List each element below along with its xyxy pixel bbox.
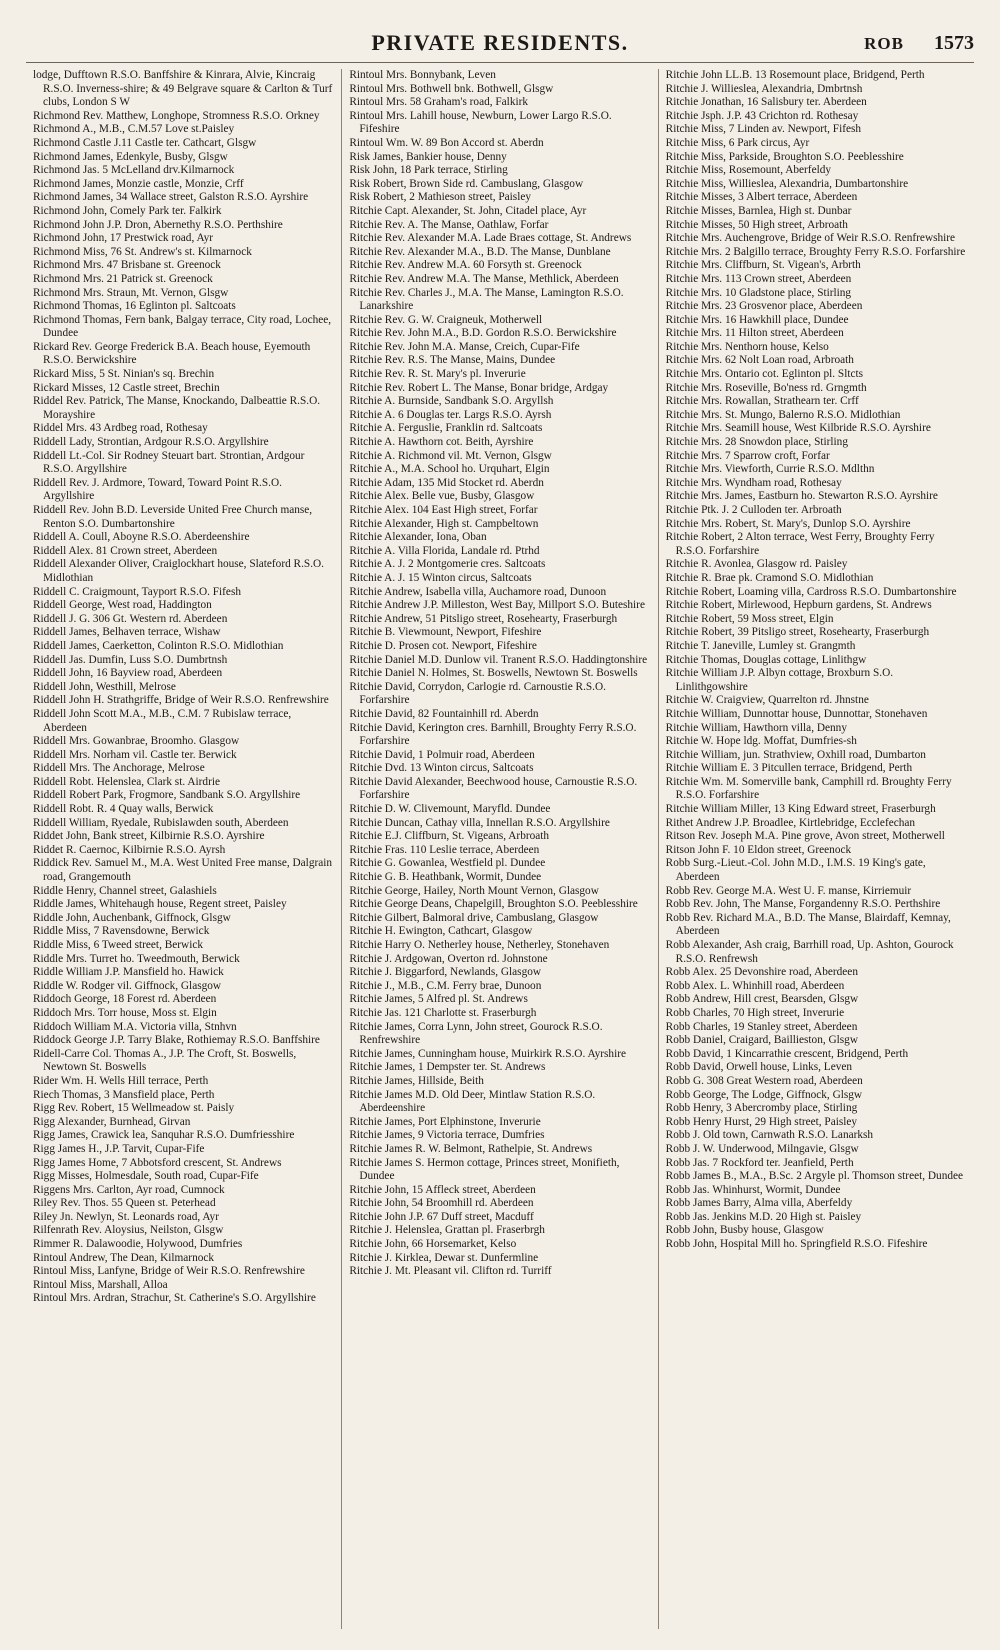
- directory-entry: Ritchie Mrs. Auchengrove, Bridge of Weir R.S.O. Renfrewshire: [665, 232, 956, 245]
- directory-entry: Ritchie John J.P. 67 Duff street, Macduff: [349, 1210, 534, 1223]
- directory-entry: Ritchie James, 5 Alfred pl. St. Andrews: [349, 993, 528, 1006]
- directory-entry: Ritchie G. Gowanlea, Westfield pl. Dundee: [349, 857, 546, 870]
- directory-entry: Ritchie James, Port Elphinstone, Inverurie: [349, 1115, 541, 1128]
- directory-entry: Ritchie Gilbert, Balmoral drive, Cambuslang, Glasgow: [349, 911, 599, 924]
- directory-entry: Ritchie Mrs. Rowallan, Strathearn ter. Crff: [665, 395, 859, 408]
- directory-entry: Riddet John, Bank street, Kilbirnie R.S.O. Ayrshire: [33, 830, 265, 843]
- directory-entry: Risk James, Bankier house, Denny: [349, 150, 507, 163]
- directory-entry: Ritchie Alexander, Iona, Oban: [349, 531, 487, 544]
- directory-entry: Richmond Mrs. 47 Brisbane st. Greenock: [33, 259, 221, 272]
- directory-entry: Ritchie Mrs. 16 Hawkhill place, Dundee: [665, 313, 849, 326]
- directory-entry: Ridell-Carre Col. Thomas A., J.P. The Croft, St. Boswells, Newtown St. Boswells: [33, 1047, 297, 1074]
- directory-entry: Ritchie Robert, 59 Moss street, Elgin: [665, 612, 834, 625]
- directory-entry: Rilfenrath Rev. Aloysius, Neilston, Glsgw: [33, 1224, 224, 1237]
- directory-entry: Rickard Rev. George Frederick B.A. Beach house, Eyemouth R.S.O. Berwickshire: [33, 340, 311, 367]
- directory-entry: Ritchie David, Corrydon, Carlogie rd. Carnoustie R.S.O. Forfarshire: [349, 680, 606, 707]
- directory-entry: Riddell James, Caerketton, Colinton R.S.O. Midlothian: [33, 639, 284, 652]
- directory-entry: Ritchie A. J. 2 Montgomerie cres. Saltcoats: [349, 558, 546, 571]
- column-3: [658, 69, 974, 1629]
- directory-entry: Ritchie Rev. Andrew M.A. The Manse, Methlick, Aberdeen: [349, 272, 619, 285]
- directory-entry: Riddell George, West road, Haddington: [33, 599, 212, 612]
- directory-entry: Richmond Rev. Matthew, Longhope, Stromness R.S.O. Orkney: [33, 109, 320, 122]
- directory-entry: Robb James B., M.A., B.Sc. 2 Argyle pl. Thomson street, Dundee: [665, 1170, 964, 1183]
- directory-entry: Rider Wm. H. Wells Hill terrace, Perth: [33, 1074, 209, 1087]
- directory-entry: Riddle William J.P. Mansfield ho. Hawick: [33, 966, 224, 979]
- directory-entry: Ritchie Ptk. J. 2 Culloden ter. Arbroath: [665, 504, 842, 516]
- directory-entry: Ritchie Misses, 50 High street, Arbroath: [665, 218, 848, 231]
- directory-entry: Ritchie Robert, Mirlewood, Hepburn gardens, St. Andrews: [665, 599, 932, 612]
- directory-entry: Robb David, Orwell house, Links, Leven: [665, 1061, 853, 1074]
- directory-entry: Robb J. Old town, Carnwath R.S.O. Lanarksh: [665, 1129, 874, 1142]
- running-head-reference: ROB: [864, 34, 904, 53]
- directory-entry: Ritchie R. Avonlea, Glasgow rd. Paisley: [665, 558, 848, 571]
- column-1: [26, 69, 341, 1629]
- directory-entry: Ritchie David, 82 Fountainhill rd. Aberdn: [349, 707, 539, 720]
- directory-entry: Ritchie Rev. Charles J., M.A. The Manse, Lamington R.S.O. Lanarkshire: [349, 286, 624, 313]
- directory-entry: Ritchie Miss, 6 Park circus, Ayr: [665, 136, 810, 149]
- directory-entry: Ritchie E.J. Cliffburn, St. Vigeans, Arbroath: [349, 830, 550, 843]
- directory-entry: Richmond Thomas, 16 Eglinton pl. Saltcoats: [33, 300, 236, 313]
- directory-entry: Riddell A. Coull, Aboyne R.S.O. Aberdeenshire: [33, 531, 250, 544]
- directory-entry: Riddell Lady, Strontian, Ardgour R.S.O. Argyllshire: [33, 436, 269, 449]
- directory-entry: Richmond Mrs. 21 Patrick st. Greenock: [33, 272, 213, 285]
- directory-entry: Riddell J. G. 306 Gt. Western rd. Aberdeen: [33, 612, 228, 625]
- directory-entry: Riddell James, Belhaven terrace, Wishaw: [33, 626, 221, 639]
- directory-entry: Richmond Thomas, Fern bank, Balgay terrace, City road, Lochee, Dundee: [33, 313, 332, 340]
- directory-entry: Ritchie James, Cunningham house, Muirkirk R.S.O. Ayrshire: [349, 1047, 626, 1060]
- column-2: [341, 69, 657, 1629]
- directory-entry: Richmond James, 34 Wallace street, Galston R.S.O. Ayrshire: [33, 191, 309, 204]
- directory-entry: Ritchie Daniel M.D. Dunlow vil. Tranent R.S.O. Haddingtonshire: [349, 653, 648, 666]
- directory-entry: Riley Rev. Thos. 55 Queen st. Peterhead: [33, 1197, 216, 1210]
- directory-entry: Ritchie John, 54 Broomhill rd. Aberdeen: [349, 1197, 534, 1210]
- directory-entry: Ritchie Mrs. 2 Balgillo terrace, Broughty Ferry R.S.O. Forfarshire: [665, 245, 966, 258]
- directory-entry: Robb Daniel, Craigard, Baillieston, Glsgw: [665, 1034, 858, 1047]
- directory-entry: Ritchie A. Richmond vil. Mt. Vernon, Glsgw: [349, 449, 552, 462]
- directory-entry: Riddell William, Ryedale, Rubislawden south, Aberdeen: [33, 816, 289, 829]
- directory-entry: Rintoul Mrs. Ardran, Strachur, St. Catherine's S.O. Argyllshire: [33, 1292, 316, 1305]
- directory-entry: Ritchie A. J. 15 Winton circus, Saltcoats: [349, 571, 532, 584]
- directory-entry: Riddet R. Caernoc, Kilbirnie R.S.O. Ayrsh: [33, 843, 226, 856]
- directory-entry: Ritchie Rev. Robert L. The Manse, Bonar bridge, Ardgay: [349, 381, 609, 394]
- directory-entry: Richmond Jas. 5 McLelland drv.Kilmarnock: [33, 164, 235, 177]
- directory-entry: Riddle Mrs. Turret ho. Tweedmouth, Berwick: [33, 952, 240, 965]
- page-number: 1573: [934, 32, 974, 54]
- directory-entry: Ritchie Mrs. Nenthorn house, Kelso: [665, 340, 829, 353]
- directory-entry: Ritchie Rev. Andrew M.A. 60 Forsyth st. Greenock: [349, 259, 582, 272]
- directory-entry: Riddoch Mrs. Torr house, Moss st. Elgin: [33, 1006, 217, 1019]
- directory-entry: Ritchie Duncan, Cathay villa, Innellan R.S.O. Argyllshire: [349, 816, 610, 829]
- directory-entry: Riech Thomas, 3 Mansfield place, Perth: [33, 1088, 215, 1101]
- directory-entry: Riddell John, 16 Bayview road, Aberdeen: [33, 667, 223, 680]
- directory-entry: Ritchie James M.D. Old Deer, Mintlaw Station R.S.O. Aberdeenshire: [349, 1088, 596, 1115]
- directory-entry: Robb Jas. 7 Rockford ter. Jeanfield, Perth: [665, 1156, 854, 1169]
- directory-entry: Riddle W. Rodger vil. Giffnock, Glasgow: [33, 979, 222, 992]
- directory-entry: Riddell C. Craigmount, Tayport R.S.O. Fifesh: [33, 585, 241, 598]
- directory-entry: Ritchie James, 1 Dempster ter. St. Andrews: [349, 1061, 546, 1074]
- directory-entry: Robb Surg.-Lieut.-Col. John M.D., I.M.S. 19 King's gate, Aberdeen: [665, 857, 926, 884]
- directory-entry: Ritchie A. 6 Douglas ter. Largs R.S.O. Ayrsh: [349, 408, 552, 421]
- directory-entry: Ritchie James R. W. Belmont, Rathelpie, St. Andrews: [349, 1142, 593, 1155]
- directory-entry: Riddell Alex. 81 Crown street, Aberdeen: [33, 544, 218, 557]
- directory-entry: Rimmer R. Dalawoodie, Holywood, Dumfries: [33, 1238, 243, 1251]
- directory-entry: Ritchie George, Hailey, North Mount Vernon, Glasgow: [349, 884, 599, 897]
- directory-entry: Ritchie Miss, 7 Linden av. Newport, Fifesh: [665, 123, 862, 136]
- directory-entry: Rintoul Mrs. Bonnybank, Leven: [349, 69, 496, 81]
- directory-entry: Ritchie Rev. John M.A. Manse, Creich, Cupar-Fife: [349, 340, 580, 353]
- directory-entry: Ritchie Robert, 2 Alton terrace, West Ferry, Broughty Ferry R.S.O. Forfarshire: [665, 531, 935, 557]
- directory-entry: Risk Robert, Brown Side rd. Cambuslang, Glasgow: [349, 177, 584, 190]
- directory-entry: lodge, Dufftown R.S.O. Banffshire & Kinrara, Alvie, Kincraig R.S.O. Inverness-shire; & 49 Belgrave square & Carlton & Turf clubs, London S W: [33, 69, 333, 109]
- directory-entry: Riddel Mrs. 43 Ardbeg road, Rothesay: [33, 422, 208, 435]
- directory-entry: Robb Charles, 19 Stanley street, Aberdeen: [665, 1020, 858, 1033]
- directory-entry: Riddle Miss, 7 Ravensdowne, Berwick: [33, 925, 210, 938]
- directory-entry: Ritchie Miss, Rosemount, Aberfeldy: [665, 164, 832, 177]
- directory-entry: Ritchie George Deans, Chapelgill, Broughton S.O. Peeblesshire: [349, 898, 638, 911]
- directory-entry: Rigg Alexander, Burnhead, Girvan: [33, 1115, 191, 1128]
- directory-entry: Ritchie Rev. R.S. The Manse, Mains, Dundee: [349, 354, 556, 367]
- directory-entry: Ritchie A. Hawthorn cot. Beith, Ayrshire: [349, 436, 534, 449]
- directory-entry: Ritchie James S. Hermon cottage, Princes street, Monifieth, Dundee: [349, 1156, 620, 1183]
- directory-entry: Rigg James, Crawick lea, Sanquhar R.S.O. Dumfriesshire: [33, 1129, 295, 1142]
- directory-entry: Rintoul Miss, Lanfyne, Bridge of Weir R.S.O. Renfrewshire: [33, 1265, 305, 1278]
- directory-entry: Ritchie David, Kerington cres. Barnhill, Broughty Ferry R.S.O. Forfarshire: [349, 721, 637, 748]
- directory-entry: Ritchie Miss, Willieslea, Alexandria, Dumbartonshire: [665, 177, 909, 190]
- directory-entry: Robb James Barry, Alma villa, Aberfeldy: [665, 1197, 853, 1210]
- directory-entry: Robb John, Busby house, Glasgow: [665, 1224, 824, 1237]
- directory-entry: Ritchie Mrs. 23 Grosvenor place, Aberdeen: [665, 300, 863, 313]
- directory-entry: Ritchie D. Prosen cot. Newport, Fifeshire: [349, 639, 537, 652]
- directory-entry: Ritchie Mrs. Viewforth, Currie R.S.O. Mdlthn: [665, 463, 875, 476]
- directory-entry: Ritchie W. Hope ldg. Moffat, Dumfries-sh: [665, 735, 857, 748]
- directory-entry: Riddell Mrs. The Anchorage, Melrose: [33, 762, 205, 775]
- directory-entry: Richmond Castle J.11 Castle ter. Cathcart, Glsgw: [33, 136, 257, 149]
- directory-entry: Robb Alexander, Ash craig, Barrhill road, Up. Ashton, Gourock R.S.O. Renfrewsh: [665, 939, 954, 965]
- directory-entry: Riddell Robt. Helenslea, Clark st. Airdrie: [33, 775, 220, 788]
- directory-entry: Riddle John, Auchenbank, Giffnock, Glsgw: [33, 911, 231, 924]
- directory-entry: Riddel Rev. Patrick, The Manse, Knockando, Dalbeattie R.S.O. Morayshire: [33, 395, 321, 421]
- directory-entry: Ritchie Dvd. 13 Winton circus, Saltcoats: [349, 762, 534, 775]
- directory-entry: Ritchie R. Brae pk. Cramond S.O. Midlothian: [665, 571, 874, 584]
- directory-entry: Ritchie William E. 3 Pitcullen terrace, Bridgend, Perth: [665, 762, 913, 775]
- directory-entry: Ritchie Jonathan, 16 Salisbury ter. Aberdeen: [665, 96, 867, 109]
- directory-entry: Richmond John, 17 Prestwick road, Ayr: [33, 232, 214, 245]
- directory-entry: Robb George, The Lodge, Giffnock, Glsgw: [665, 1088, 863, 1101]
- directory-entry: Rickard Miss, 5 St. Ninian's sq. Brechin: [33, 368, 215, 381]
- directory-entry: Ritchie Rev. R. St. Mary's pl. Inverurie: [349, 368, 526, 381]
- directory-entry: Rintoul Miss, Marshall, Alloa: [33, 1278, 168, 1291]
- directory-entry: Richmond James, Monzie castle, Monzie, Crff: [33, 177, 244, 190]
- directory-entry: Ritchie Andrew, 51 Pitsligo street, Rosehearty, Fraserburgh: [349, 612, 618, 625]
- directory-entry: Ritchie J. Willieslea, Alexandria, Dmbrtnsh: [665, 82, 863, 95]
- directory-entry: Ritchie Robert, Loaming villa, Cardross R.S.O. Dumbartonshire: [665, 585, 957, 598]
- directory-entry: Ritchie David Alexander, Beechwood house, Carnoustie R.S.O. Forfarshire: [349, 775, 638, 802]
- directory-entry: Rintoul Mrs. 58 Graham's road, Falkirk: [349, 96, 529, 109]
- directory-entry: Riddell Mrs. Gowanbrae, Broomho. Glasgow: [33, 735, 240, 748]
- directory-entry: Ritchie W. Craigview, Quarrelton rd. Jhnstne: [665, 694, 869, 707]
- directory-entry: Ritchie John, 66 Horsemarket, Kelso: [349, 1238, 517, 1251]
- directory-entry: Robb Henry Hurst, 29 High street, Paisley: [665, 1115, 858, 1128]
- directory-entry: Ritchie Rev. John M.A., B.D. Gordon R.S.O. Berwickshire: [349, 327, 617, 340]
- directory-entry: Ritchie John, 15 Affleck street, Aberdeen: [349, 1183, 536, 1196]
- directory-entry: Ritchie Miss, Parkside, Broughton S.O. Peeblesshire: [665, 150, 904, 163]
- directory-entry: Ritchie J. Helenslea, Grattan pl. Fraserbrgh: [349, 1224, 545, 1237]
- directory-entry: Richmond John, Comely Park ter. Falkirk: [33, 204, 222, 217]
- directory-entry: Ritchie J. Kirklea, Dewar st. Dunfermline: [349, 1251, 539, 1264]
- directory-entry: Ritchie T. Janeville, Lumley st. Grangmth: [665, 639, 856, 652]
- directory-entry: Rigg Rev. Robert, 15 Wellmeadow st. Paisly: [33, 1102, 235, 1115]
- directory-entry: Robb Jas. Jenkins M.D. 20 High st. Paisley: [665, 1210, 862, 1223]
- directory-entry: Richmond A., M.B., C.M.57 Love st.Paisley: [33, 123, 235, 136]
- directory-entry: Ritchie Jas. 121 Charlotte st. Fraserburgh: [349, 1006, 537, 1019]
- directory-entry: Ritchie Adam, 135 Mid Stocket rd. Aberdn: [349, 476, 544, 489]
- directory-entry: Robb John, Hospital Mill ho. Springfield R.S.O. Fifeshire: [665, 1238, 928, 1251]
- directory-entry: Robb J. W. Underwood, Milngavie, Glsgw: [665, 1142, 859, 1155]
- directory-entry: Ritchie William Miller, 13 King Edward street, Fraserburgh: [665, 803, 936, 816]
- directory-entry: Riddell John H. Strathgriffe, Bridge of Weir R.S.O. Renfrewshire: [33, 694, 329, 707]
- directory-entry: Ritchie Mrs. Seamill house, West Kilbride R.S.O. Ayrshire: [665, 422, 931, 435]
- directory-entry: Ritchie Harry O. Netherley house, Netherley, Stonehaven: [349, 939, 610, 951]
- directory-entry: Ritchie Mrs. 7 Sparrow croft, Forfar: [665, 449, 830, 462]
- directory-entry: Riddle Henry, Channel street, Galashiels: [33, 884, 217, 897]
- directory-entry: Ritchie J. Ardgowan, Overton rd. Johnstone: [349, 952, 548, 965]
- directory-entry: Ritchie Rev. Alexander M.A., B.D. The Manse, Dunblane: [349, 245, 611, 258]
- directory-entry: Ritchie D. W. Clivemount, Maryfld. Dundee: [349, 803, 551, 816]
- directory-entry: Ritchie Mrs. 28 Snowdon place, Stirling: [665, 436, 848, 449]
- directory-entry: Ritchie Rev. Alexander M.A. Lade Braes cottage, St. Andrews: [349, 232, 632, 245]
- directory-entry: Riddell Lt.-Col. Sir Rodney Steuart bart. Strontian, Ardgour R.S.O. Argyllshire: [33, 449, 305, 476]
- directory-entry: Ritchie A. Villa Florida, Landale rd. Ptrhd: [349, 544, 540, 557]
- directory-entry: Richmond John J.P. Dron, Abernethy R.S.O. Perthshire: [33, 218, 283, 231]
- directory-entry: Riddell Mrs. Norham vil. Castle ter. Berwick: [33, 748, 237, 761]
- directory-entry: Ritchie G. B. Heathbank, Wormit, Dundee: [349, 871, 542, 884]
- directory-entry: Ritchie J. Biggarford, Newlands, Glasgow: [349, 966, 542, 979]
- directory-entry: Robb Alex. L. Whinhill road, Aberdeen: [665, 979, 845, 992]
- directory-entry: Riddell Rev. John B.D. Leverside United Free Church manse, Renton S.O. Dumbartonshire: [33, 504, 313, 530]
- directory-entry: Richmond Miss, 76 St. Andrew's st. Kilmarnock: [33, 245, 252, 258]
- directory-entry: Richmond Mrs. Straun, Mt. Vernon, Glsgw: [33, 286, 229, 299]
- directory-entry: Rigg James H., J.P. Tarvit, Cupar-Fife: [33, 1142, 205, 1155]
- directory-entry: Robb David, 1 Kincarrathie crescent, Bridgend, Perth: [665, 1047, 909, 1060]
- directory-columns: [26, 69, 974, 1629]
- directory-entry: Ritchie William, Hawthorn villa, Denny: [665, 721, 847, 734]
- directory-entry: Ritchie James, Hillside, Beith: [349, 1074, 484, 1087]
- directory-entry: Riddoch William M.A. Victoria villa, Stnhvn: [33, 1020, 237, 1033]
- page-title: PRIVATE RESIDENTS.: [371, 30, 629, 55]
- directory-entry: Ritchie John LL.B. 13 Rosemount place, Bridgend, Perth: [665, 69, 925, 81]
- directory-entry: Ritchie Mrs. 62 Nolt Loan road, Arbroath: [665, 354, 854, 367]
- directory-entry: Ritchie Rev. G. W. Craigneuk, Motherwell: [349, 313, 543, 326]
- directory-entry: Robb G. 308 Great Western road, Aberdeen: [665, 1074, 863, 1087]
- directory-entry: Riddell Jas. Dumfin, Luss S.O. Dumbrtnsh: [33, 653, 228, 666]
- directory-entry: Ritchie Alexander, High st. Campbeltown: [349, 517, 539, 530]
- directory-entry: Richmond James, Edenkyle, Busby, Glsgw: [33, 150, 228, 163]
- directory-entry: Ritchie Jsph. J.P. 43 Crichton rd. Rothesay: [665, 109, 859, 122]
- directory-entry: Robb Rev. John, The Manse, Forgandenny R.S.O. Perthshire: [665, 898, 941, 911]
- directory-entry: Rintoul Mrs. Bothwell bnk. Bothwell, Glsgw: [349, 82, 554, 95]
- directory-entry: Ritchie Mrs. Ontario cot. Eglinton pl. Sltcts: [665, 368, 864, 381]
- directory-entry: Robb Jas. Whinhurst, Wormit, Dundee: [665, 1183, 841, 1196]
- directory-entry: Riddoch George, 18 Forest rd. Aberdeen: [33, 993, 217, 1006]
- directory-entry: Riddell Rev. J. Ardmore, Toward, Toward Point R.S.O. Argyllshire: [33, 476, 282, 503]
- directory-entry: Ritchie James, 9 Victoria terrace, Dumfries: [349, 1129, 545, 1142]
- directory-entry: Ritchie A., M.A. School ho. Urquhart, Elgin: [349, 463, 550, 476]
- directory-entry: Riddell Robert Park, Frogmore, Sandbank S.O. Argyllshire: [33, 789, 301, 802]
- directory-entry: Riddock George J.P. Tarry Blake, Rothiemay R.S.O. Banffshire: [33, 1034, 320, 1047]
- directory-entry: Ritchie A. Burnside, Sandbank S.O. Argyllsh: [349, 395, 554, 408]
- directory-entry: Ritchie Rev. A. The Manse, Oathlaw, Forfar: [349, 218, 549, 231]
- directory-entry: Ritchie Mrs. 11 Hilton street, Aberdeen: [665, 327, 844, 340]
- directory-entry: Robb Henry, 3 Abercromby place, Stirling: [665, 1102, 858, 1115]
- directory-entry: Ritchie Alex. Belle vue, Busby, Glasgow: [349, 490, 535, 503]
- directory-entry: Ritchie William, jun. Strathview, Oxhill road, Dumbarton: [665, 748, 926, 761]
- directory-entry: Ritchie H. Ewington, Cathcart, Glasgow: [349, 925, 533, 938]
- directory-entry: Robb Charles, 70 High street, Inverurie: [665, 1006, 845, 1019]
- directory-entry: Ritchie Daniel N. Holmes, St. Boswells, Newtown St. Boswells: [349, 667, 638, 680]
- directory-entry: Riddle James, Whitehaugh house, Regent street, Paisley: [33, 898, 287, 911]
- directory-entry: Rithet Andrew J.P. Broadlee, Kirtlebridge, Ecclefechan: [665, 816, 916, 829]
- directory-entry: Riddell John, Westhill, Melrose: [33, 680, 176, 693]
- directory-entry: Ritchie Mrs. Roseville, Bo'ness rd. Grngmth: [665, 381, 867, 394]
- directory-entry: Ritchie Capt. Alexander, St. John, Citadel place, Ayr: [349, 204, 587, 217]
- directory-entry: Ritchie Fras. 110 Leslie terrace, Aberdeen: [349, 843, 540, 856]
- directory-entry: Riddle Miss, 6 Tweed street, Berwick: [33, 939, 203, 951]
- directory-entry: Ritchie Misses, Barnlea, High st. Dunbar: [665, 204, 852, 217]
- directory-entry: Risk Robert, 2 Mathieson street, Paisley: [349, 191, 531, 204]
- directory-entry: Ritchie J. Mt. Pleasant vil. Clifton rd. Turriff: [349, 1265, 552, 1278]
- directory-entry: Rintoul Andrew, The Dean, Kilmarnock: [33, 1251, 215, 1264]
- directory-entry: Rigg James Home, 7 Abbotsford crescent, St. Andrews: [33, 1156, 282, 1169]
- directory-entry: Ritchie Andrew J.P. Milleston, West Bay, Millport S.O. Buteshire: [349, 599, 645, 612]
- directory-entry: Ritchie Andrew, Isabella villa, Auchamore road, Dunoon: [349, 585, 607, 598]
- directory-entry: Riddell Alexander Oliver, Craiglockhart house, Slateford R.S.O. Midlothian: [33, 558, 325, 584]
- directory-entry: Ritchie Wm. M. Somerville bank, Camphill rd. Broughty Ferry R.S.O. Forfarshire: [665, 775, 952, 802]
- directory-entry: Ritchie Mrs. 113 Crown street, Aberdeen: [665, 272, 852, 285]
- directory-entry: Robb Andrew, Hill crest, Bearsden, Glsgw: [665, 993, 859, 1006]
- directory-entry: Ritchie William J.P. Albyn cottage, Broxburn S.O. Linlithgowshire: [665, 667, 894, 693]
- directory-entry: Ritchie Robert, 39 Pitsligo street, Rosehearty, Fraserburgh: [665, 626, 930, 639]
- directory-entry: Rigg Misses, Holmesdale, South road, Cupar-Fife: [33, 1170, 259, 1183]
- directory-entry: Riddick Rev. Samuel M., M.A. West United Free manse, Dalgrain road, Grangemouth: [33, 857, 333, 884]
- directory-entry: Rintoul Wm. W. 89 Bon Accord st. Aberdn: [349, 136, 544, 149]
- directory-entry: Riley Jn. Newlyn, St. Leonards road, Ayr: [33, 1210, 219, 1223]
- directory-entry: Robb Rev. Richard M.A., B.D. The Manse, Blairdaff, Kemnay, Aberdeen: [665, 911, 951, 938]
- directory-entry: Riggens Mrs. Carlton, Ayr road, Cumnock: [33, 1183, 225, 1196]
- directory-entry: Ritchie William, Dunnottar house, Dunnottar, Stonehaven: [665, 707, 928, 720]
- directory-entry: Ritchie Mrs. Robert, St. Mary's, Dunlop S.O. Ayrshire: [665, 517, 911, 530]
- directory-entry: Ritchie James, Corra Lynn, John street, Gourock R.S.O. Renfrewshire: [349, 1020, 603, 1047]
- page-header: [26, 28, 974, 63]
- directory-entry: Riddell Robt. R. 4 Quay walls, Berwick: [33, 803, 214, 816]
- directory-entry: Ritson John F. 10 Eldon street, Greenock: [665, 843, 852, 856]
- directory-entry: Rintoul Mrs. Lahill house, Newburn, Lower Largo R.S.O. Fifeshire: [349, 109, 612, 136]
- directory-entry: Ritchie J., M.B., C.M. Ferry brae, Dunoon: [349, 979, 542, 992]
- directory-entry: Ritchie Mrs. James, Eastburn ho. Stewarton R.S.O. Ayrshire: [665, 490, 938, 503]
- directory-entry: Ritchie Alex. 104 East High street, Forfar: [349, 504, 538, 516]
- directory-entry: Rickard Misses, 12 Castle street, Brechin: [33, 381, 220, 394]
- directory-entry: Ritchie Mrs. Cliffburn, St. Vigean's, Arbrth: [665, 259, 861, 272]
- directory-entry: Risk John, 18 Park terrace, Stirling: [349, 164, 508, 177]
- directory-entry: Ritchie David, 1 Polmuir road, Aberdeen: [349, 748, 535, 761]
- directory-entry: Robb Alex. 25 Devonshire road, Aberdeen: [665, 966, 858, 979]
- directory-entry: Robb Rev. George M.A. West U. F. manse, Kirriemuir: [665, 884, 912, 897]
- directory-entry: Ritchie Thomas, Douglas cottage, Linlithgw: [665, 653, 867, 666]
- directory-entry: Ritchie Mrs. Wyndham road, Rothesay: [665, 476, 842, 489]
- directory-entry: Ritchie Mrs. St. Mungo, Balerno R.S.O. Midlothian: [665, 408, 901, 421]
- directory-entry: Ritchie B. Viewmount, Newport, Fifeshire: [349, 626, 542, 639]
- directory-entry: Ritson Rev. Joseph M.A. Pine grove, Avon street, Motherwell: [665, 830, 945, 843]
- directory-entry: Riddell John Scott M.A., M.B., C.M. 7 Rubislaw terrace, Aberdeen: [33, 707, 292, 734]
- directory-entry: Ritchie Mrs. 10 Gladstone place, Stirling: [665, 286, 852, 299]
- directory-entry: Ritchie Misses, 3 Albert terrace, Aberdeen: [665, 191, 858, 204]
- directory-entry: Ritchie A. Ferguslie, Franklin rd. Saltcoats: [349, 422, 543, 435]
